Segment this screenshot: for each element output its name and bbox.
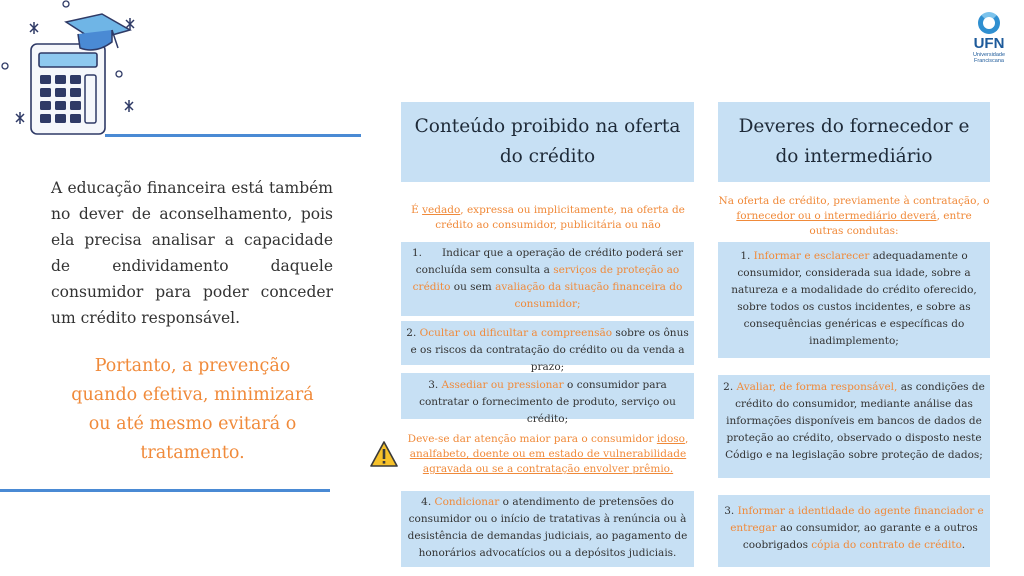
conclusion-paragraph: Portanto, a prevenção quando efetiva, minimizará ou até mesmo evitará o tratamento. xyxy=(71,356,314,463)
left-column-title: Conteúdo proibido na oferta do crédito xyxy=(414,116,681,167)
left-intro-note: É vedado, expressa ou implicitamente, na oferta de crédito ao consumidor, publicitária ou não xyxy=(411,204,685,231)
right-column-title-box xyxy=(718,102,990,182)
logo-subtitle-1: Universidade xyxy=(972,52,1006,58)
warning-note: Deve-se dar atenção maior para o consumidor idoso, analfabeto, doente ou em estado de vulnerabilidade agravada ou se a contratação envolver prêmio. xyxy=(407,433,689,475)
left-column-title-box xyxy=(401,102,694,182)
calculator-graduation-icon xyxy=(0,0,150,140)
right-column-title: Deveres do fornecedor e do intermediário xyxy=(738,116,970,167)
left-item-1: 1. Indicar que a operação de crédito poderá ser concluída sem consulta a serviços de proteção ao crédito ou sem avaliação da situação financeira do consumidor; xyxy=(401,242,694,316)
logo-name: UFN xyxy=(973,35,1005,52)
warning-icon xyxy=(369,440,399,468)
left-item-4: 4. Condicionar o atendimento de pretensões do consumidor ou o início de tratativas à renúncia ou à desistência de demandas judiciais, ao pagamento de honorários advocatícios ou a depósitos judiciais. xyxy=(401,491,694,567)
left-item-3: 3. Assediar ou pressionar o consumidor para contratar o fornecimento de produto, serviço ou crédito; xyxy=(401,373,694,419)
bottom-divider xyxy=(0,489,330,492)
ufn-logo-icon xyxy=(966,12,1012,68)
right-item-2: 2. Avaliar, de forma responsável, as condições de crédito do consumidor, mediante análise das informações disponíveis em bancos de dados de proteção ao crédito, observado o disposto neste Código e na legislação sobre proteção de dados; xyxy=(718,375,990,478)
intro-paragraph: A educação financeira está também no dever de aconselhamento, pois ela precisa analisar a capacidade de endividamento daquele consumidor para poder conceder um crédito responsável. xyxy=(51,179,333,327)
right-item-1: 1. Informar e esclarecer adequadamente o consumidor, considerada sua idade, sobre a natureza e a modalidade do crédito oferecido, sobre todos os custos incidentes, e sobre as consequências genéricas e específicas do inadimplemento; xyxy=(718,242,990,358)
left-item-2: 2. Ocultar ou dificultar a compreensão sobre os ônus e os riscos da contratação do crédito ou da venda a prazo; xyxy=(401,321,694,365)
top-divider xyxy=(105,134,361,137)
right-item-3: 3. Informar a identidade do agente financiador e entregar ao consumidor, ao garante e a outros coobrigados cópia do contrato de crédito. xyxy=(718,495,990,567)
logo-emblem xyxy=(978,12,1000,34)
logo-subtitle-2: Franciscana xyxy=(974,58,1004,64)
right-intro-note: Na oferta de crédito, previamente à contratação, o fornecedor ou o intermediário deverá, entre outras condutas: xyxy=(718,195,990,237)
